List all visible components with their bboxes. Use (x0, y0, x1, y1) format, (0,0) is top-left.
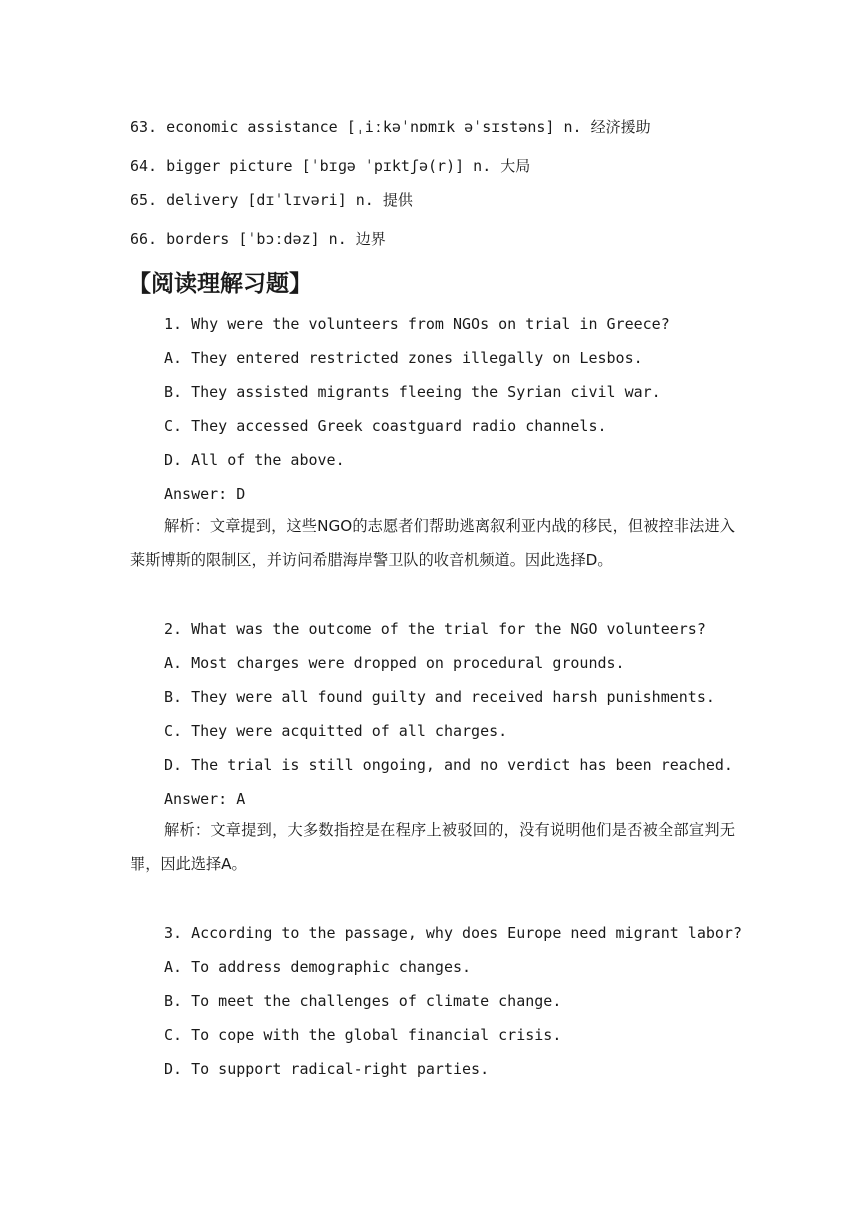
analysis-paragraph: 解析：文章提到，大多数指控是在程序上被驳回的，没有说明他们是否被全部宣判无罪，因此选择A。 (130, 821, 735, 873)
option-a: A. Most charges were dropped on procedural grounds. (164, 654, 625, 672)
option-c: C. They accessed Greek coastguard radio channels. (164, 417, 607, 435)
option-c: C. To cope with the global financial crisis. (164, 1026, 562, 1044)
option-d: D. To support radical-right parties. (164, 1060, 490, 1078)
analysis-paragraph: 解析：文章提到，这些NGO的志愿者们帮助逃离叙利亚内战的移民，但被控非法进入莱斯博斯的限制区，并访问希腊海岸警卫队的收音机频道。因此选择D。 (130, 517, 735, 569)
option-d: D. All of the above. (164, 451, 345, 469)
section-title: 【阅读理解习题】 (128, 271, 312, 297)
question-text: 1. Why were the volunteers from NGOs on trial in Greece? (164, 315, 670, 333)
vocab-item: 66. borders [ˈbɔːdəz] n. 边界 (130, 230, 386, 248)
option-b: B. They assisted migrants fleeing the Syrian civil war. (164, 383, 661, 401)
answer-line: Answer: D (164, 485, 246, 503)
vocab-item: 64. bigger picture [ˈbɪɡə ˈpɪktʃə(r)] n. 大局 (130, 157, 531, 175)
question-text: 3. According to the passage, why does Europe need migrant labor? (164, 924, 742, 942)
option-d: D. The trial is still ongoing, and no verdict has been reached. (164, 756, 733, 774)
option-b: B. To meet the challenges of climate change. (164, 992, 562, 1010)
option-a: A. To address demographic changes. (164, 958, 472, 976)
vocab-item: 63. economic assistance [ˌiːkəˈnɒmɪk əˈsɪstəns] n. 经济援助 (130, 118, 651, 136)
vocab-item: 65. delivery [dɪˈlɪvəri] n. 提供 (130, 191, 413, 209)
answer-line: Answer: A (164, 790, 246, 808)
option-b: B. They were all found guilty and received harsh punishments. (164, 688, 715, 706)
option-a: A. They entered restricted zones illegally on Lesbos. (164, 349, 643, 367)
option-c: C. They were acquitted of all charges. (164, 722, 508, 740)
question-text: 2. What was the outcome of the trial for the NGO volunteers? (164, 620, 706, 638)
